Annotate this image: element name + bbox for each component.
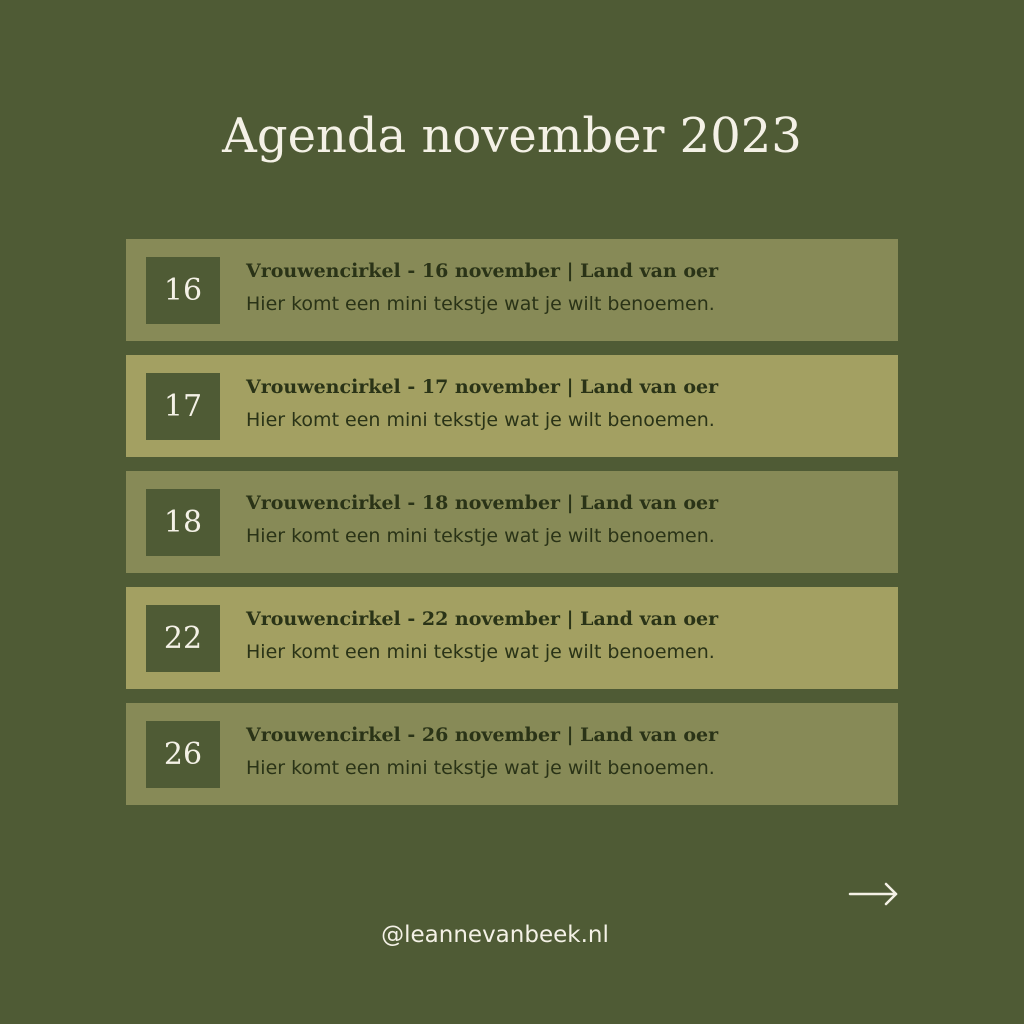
event-text xyxy=(246,371,882,437)
event-item[interactable] xyxy=(126,355,898,457)
event-title: Vrouwencirkel - 26 november | Land van oer xyxy=(246,724,719,746)
event-text xyxy=(246,603,882,669)
event-day-badge: 18 xyxy=(146,489,220,556)
event-description: Hier komt een mini tekstje wat je wilt benoemen. xyxy=(246,641,715,663)
event-day-badge: 16 xyxy=(146,257,220,324)
event-day-badge: 17 xyxy=(146,373,220,440)
page-title: Agenda november 2023 xyxy=(222,108,802,164)
event-day-badge: 26 xyxy=(146,721,220,788)
social-handle: @leannevanbeek.nl xyxy=(381,922,609,948)
event-day-badge: 22 xyxy=(146,605,220,672)
event-item[interactable] xyxy=(126,239,898,341)
event-list xyxy=(126,239,898,819)
event-item[interactable] xyxy=(126,703,898,805)
event-item[interactable] xyxy=(126,587,898,689)
arrow-right-icon[interactable] xyxy=(846,872,900,912)
event-item[interactable] xyxy=(126,471,898,573)
event-title: Vrouwencirkel - 17 november | Land van oer xyxy=(246,376,719,398)
event-text xyxy=(246,719,882,785)
event-title: Vrouwencirkel - 18 november | Land van oer xyxy=(246,492,719,514)
event-description: Hier komt een mini tekstje wat je wilt benoemen. xyxy=(246,525,715,547)
event-description: Hier komt een mini tekstje wat je wilt benoemen. xyxy=(246,409,715,431)
event-text xyxy=(246,487,882,553)
event-title: Vrouwencirkel - 16 november | Land van oer xyxy=(246,260,719,282)
event-description: Hier komt een mini tekstje wat je wilt benoemen. xyxy=(246,757,715,779)
event-description: Hier komt een mini tekstje wat je wilt benoemen. xyxy=(246,293,715,315)
event-text xyxy=(246,255,882,321)
event-title: Vrouwencirkel - 22 november | Land van oer xyxy=(246,608,719,630)
